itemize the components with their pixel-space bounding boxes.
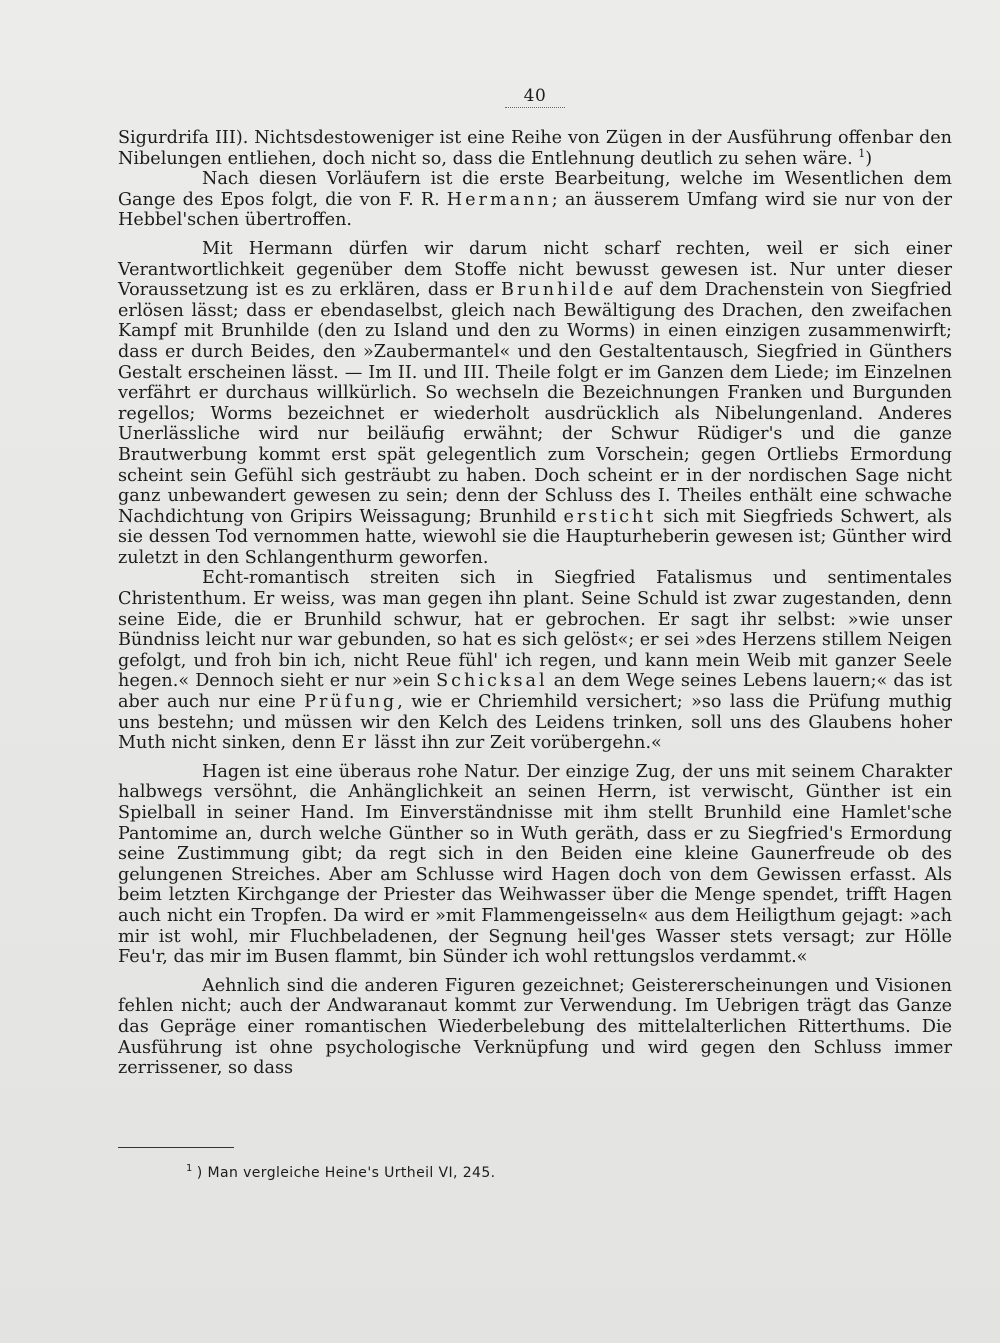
text-run: sich mit Siegfrieds Schwert, als sie dessen Tod vernommen hatte, wiewohl sie die Haupturheberin gewesen ist; Günther wird zuletzt in den Schlangenthurm geworfen. [118,506,952,568]
emphasized-name: Schicksal [436,671,548,692]
page-number-ornament [505,107,565,108]
footnote-mark: 1 [186,1163,193,1175]
emphasized-name: Er [341,733,369,754]
text-run: Mit Hermann dürfen wir darum nicht scharf rechten, weil er sich einer Verantwortlichkeit gegenüber dem Stoffe nicht bewusst gewesen ist. Nur unter dieser Voraussetzung ist es zu erklären, dass er [118,238,952,301]
text-run: Nach diesen Vorläufern ist die erste Bearbeitung, welche im Wesentlichen dem Gange des Epos folgt, die von F. R. [118,169,952,210]
paragraph-p3 [118,239,952,569]
text-run: Aehnlich sind die anderen Figuren gezeichnet; Geistererscheinungen und Visionen fehlen nicht; auch der Andwaranaut kommt zur Verwendung. Im Uebrigen trägt das Ganze das Gepräge einer romantischen Wiederbelebung des mittelalterlichen Ritterthums. Die Ausführung ist ohne psychologische Verknüpfung und wird gegen den Schluss immer zerrissener, so dass [118,975,952,1079]
text-run: ) [865,148,873,169]
paragraph-p2 [118,169,952,231]
paragraph-p5 [118,762,952,968]
text-run: ; an äusserem Umfang wird sie nur von der Hebbel'schen übertroffen. [118,189,952,231]
footnote-reference: 1 [858,146,866,160]
body-text [118,128,952,1079]
text-run: auf dem Drachenstein von Siegfried erlösen lässt; dass er ebendaselbst, gleich nach Bewältigung des Drachen, den zweifachen Kampf mit Brunhilde (den zu Island und den zu Worms) in einen einzigen zusammenwirft; dass er durch Beides, den »Zaubermantel« und den Gestaltentausch, Siegfried in Günthers Gestalt erscheinen lässt. — Im II. und III. Theile folgt er im Ganzen dem Liede; im Einzelnen verfährt er durchaus willkürlich. So wechseln die Bezeichnungen Franken und Burgunden regellos; Worms bezeichnet er wiederholt ausdrücklich als Nibelungenland. Anderes Unerlässliche wird nur beiläufig erwähnt; der Schwur Rüdiger's und die ganze Brautwerbung kommt erst spät gelegentlich zum Vorschein; gegen Ortliebs Ermordung scheint sein Gefühl sich gesträubt zu haben. Doch scheint er in der nordischen Sage nicht ganz unbewandert gewesen zu sein; denn der Schluss des I. Theiles enthält eine schwache Nachdichtung von Gripirs Weissagung; Brunhild [118,280,952,527]
text-run: an dem Wege seines Lebens lauern;« das ist aber auch nur eine [118,671,953,713]
emphasized-name: ersticht [563,506,657,527]
footnote-mark-close: ) [196,1165,203,1181]
paragraph-p4 [118,568,952,753]
text-run: Sigurdrifa III). Nichtsdestoweniger ist eine Reihe von Zügen in der Ausführung offenbar den Nibelungen entliehen, doch nicht so, dass die Entlehnung deutlich zu sehen wäre. [118,128,952,169]
text-run: , wie er Chriemhild versichert; »so lass die Prüfung muthig uns bestehn; und müssen wir den Kelch des Leidens trinken, soll uns des Glaubens hoher Muth nicht sinken, denn [118,692,952,754]
footnote [186,1164,496,1182]
paragraph-p6 [118,976,952,1079]
text-run: Hagen ist eine überaus rohe Natur. Der einzige Zug, der uns mit seinem Charakter halbwegs versöhnt, die Anhänglichkeit an seinen Herrn, ist verwischt, Günther ist ein Spielball in seiner Hand. Im Einverständnisse mit ihm stellt Brunhild eine Hamlet'sche Pantomime an, durch welche Günther so in Wuth geräth, dass er zu Siegfried's Ermordung seine Zustimmung gibt; da regt sich in den Beiden eine kleine Gaunerfreude ob des gelungenen Streiches. Aber am Schlusse wird Hagen doch von dem Gewissen erfasst. Als beim letzten Kirchgange der Priester das Weihwasser über die Menge spendet, trifft Hagen auch nicht ein Tropfen. Da wird er »mit Flammengeisseln« aus dem Heiligthum gejagt: »ach mir ist wohl, mir Fluchbeladenen, der Segnung heil'ges Wasser stets versagt; zur Hölle Feu'r, das mir im Busen flammt, bin Sünder ich wohl rettungslos verdammt.« [118,761,952,968]
emphasized-name: Brunhilde [501,280,617,301]
footnote-text: Man vergleiche Heine's Urtheil VI, 245. [207,1165,496,1181]
text-run: lässt ihn zur Zeit vorübergehn.« [368,733,662,754]
text-run: Echt-romantisch streiten sich in Siegfried Fatalismus und sentimentales Christenthum. Er weiss, was man gegen ihn plant. Seine Schuld ist zwar zugestanden, denn seine Eide, die er Brunhild schwur, hat er gebrochen. Er sagt ihr selbst: »wie unser Bündniss leicht nur war gebunden, so hat es sich gelöst«; er sei »des Herzens stillem Neigen gefolgt, und froh bin ich, nicht Reue fühl' ich regen, und kann mein Weib mit ganzer Seele hegen.« Dennoch sieht er nur »ein [118,568,952,692]
page-number: 40 [523,86,547,106]
emphasized-name: Prüfung [304,692,398,713]
emphasized-name: Hermann [446,189,552,210]
paragraph-p1 [118,128,952,169]
footnote-separator [118,1147,234,1148]
